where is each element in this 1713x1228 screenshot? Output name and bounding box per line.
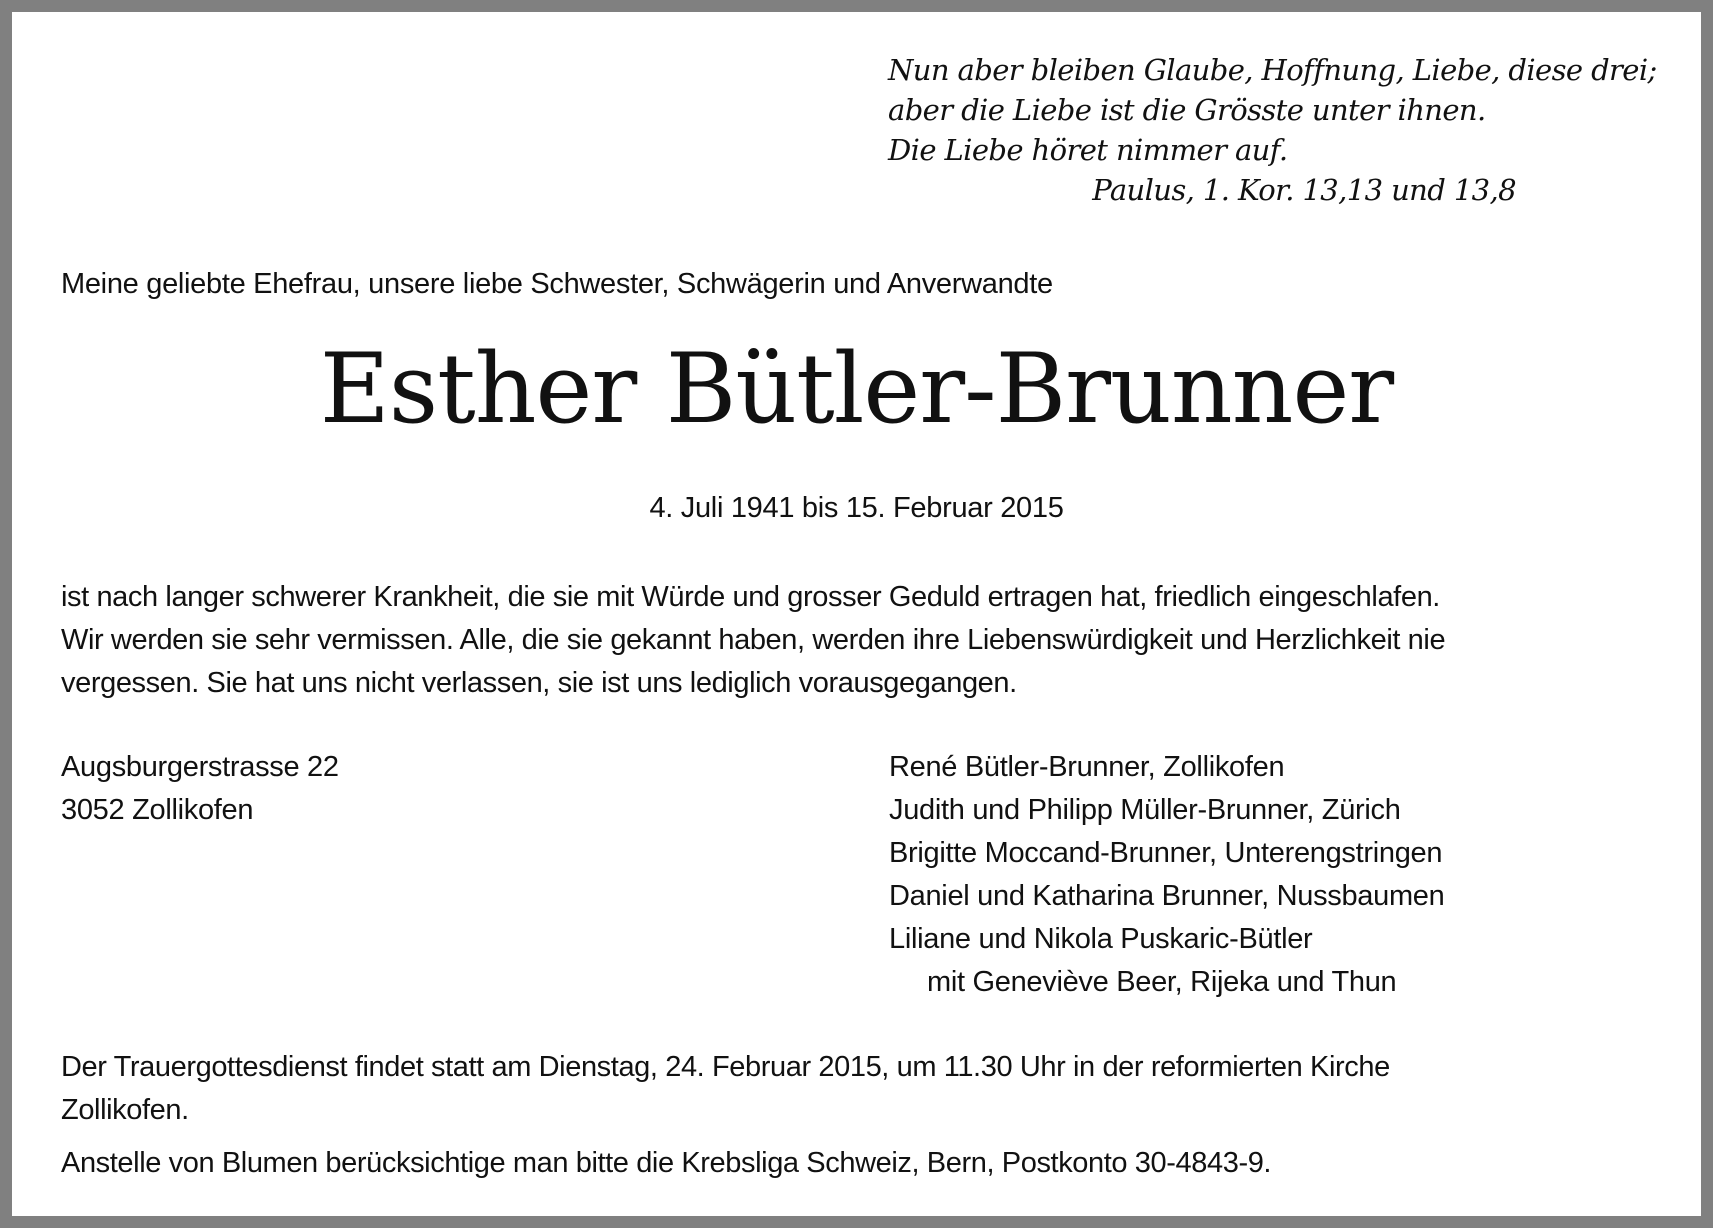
mourner-entry: Brigitte Moccand-Brunner, Unterengstringen [889,837,1443,869]
paragraph-line: vergessen. Sie hat uns nicht verlassen, sie ist uns lediglich vorausgegangen. [61,667,1017,699]
verse-line: Nun aber bleiben Glaube, Hoffnung, Liebe, diese drei; [888,53,1657,87]
deceased-name: Esther Bütler-Brunner [319,333,1394,445]
mourner-entry: René Bütler-Brunner, Zollikofen [889,751,1285,783]
mourners-list [889,746,1444,1004]
mourner-entry: Daniel und Katharina Brunner, Nussbaumen [889,880,1445,912]
service-line: Zollikofen. [61,1094,189,1126]
mourner-entry: Liliane und Nikola Puskaric-Bütler [889,923,1313,955]
mourner-entry: mit Geneviève Beer, Rijeka und Thun [927,966,1397,998]
donation-note: Anstelle von Blumen berücksichtige man bitte die Krebsliga Schweiz, Bern, Postkonto 30-4843-9. [61,1147,1272,1179]
paragraph-line: Wir werden sie sehr vermissen. Alle, die sie gekannt haben, werden ihre Liebenswürdigkeit und Herzlichkeit nie [61,624,1446,656]
service-line: Der Trauergottesdienst findet statt am Dienstag, 24. Februar 2015, um 11.30 Uhr in der reformierten Kirche [61,1051,1390,1083]
life-dates: 4. Juli 1941 bis 15. Februar 2015 [649,492,1064,524]
paragraph-line: ist nach langer schwerer Krankheit, die sie mit Würde und grosser Geduld ertragen hat, friedlich eingeschlafen. [61,581,1440,613]
announcement-paragraph [61,576,1671,705]
intro-text: Meine geliebte Ehefrau, unsere liebe Schwester, Schwägerin und Anverwandte [61,268,1053,300]
address-city: 3052 Zollikofen [61,794,254,826]
service-info [61,1046,1681,1132]
obituary-notice [12,12,1701,1216]
mourner-entry: Judith und Philipp Müller-Brunner, Zürich [889,794,1401,826]
bible-verse [888,50,1657,210]
verse-line: aber die Liebe ist die Grösste unter ihnen. [888,93,1486,127]
mourning-address [61,746,339,832]
verse-line: Die Liebe höret nimmer auf. [888,133,1288,167]
verse-source: Paulus, 1. Kor. 13,13 und 13,8 [1092,173,1516,207]
address-street: Augsburgerstrasse 22 [61,751,339,783]
